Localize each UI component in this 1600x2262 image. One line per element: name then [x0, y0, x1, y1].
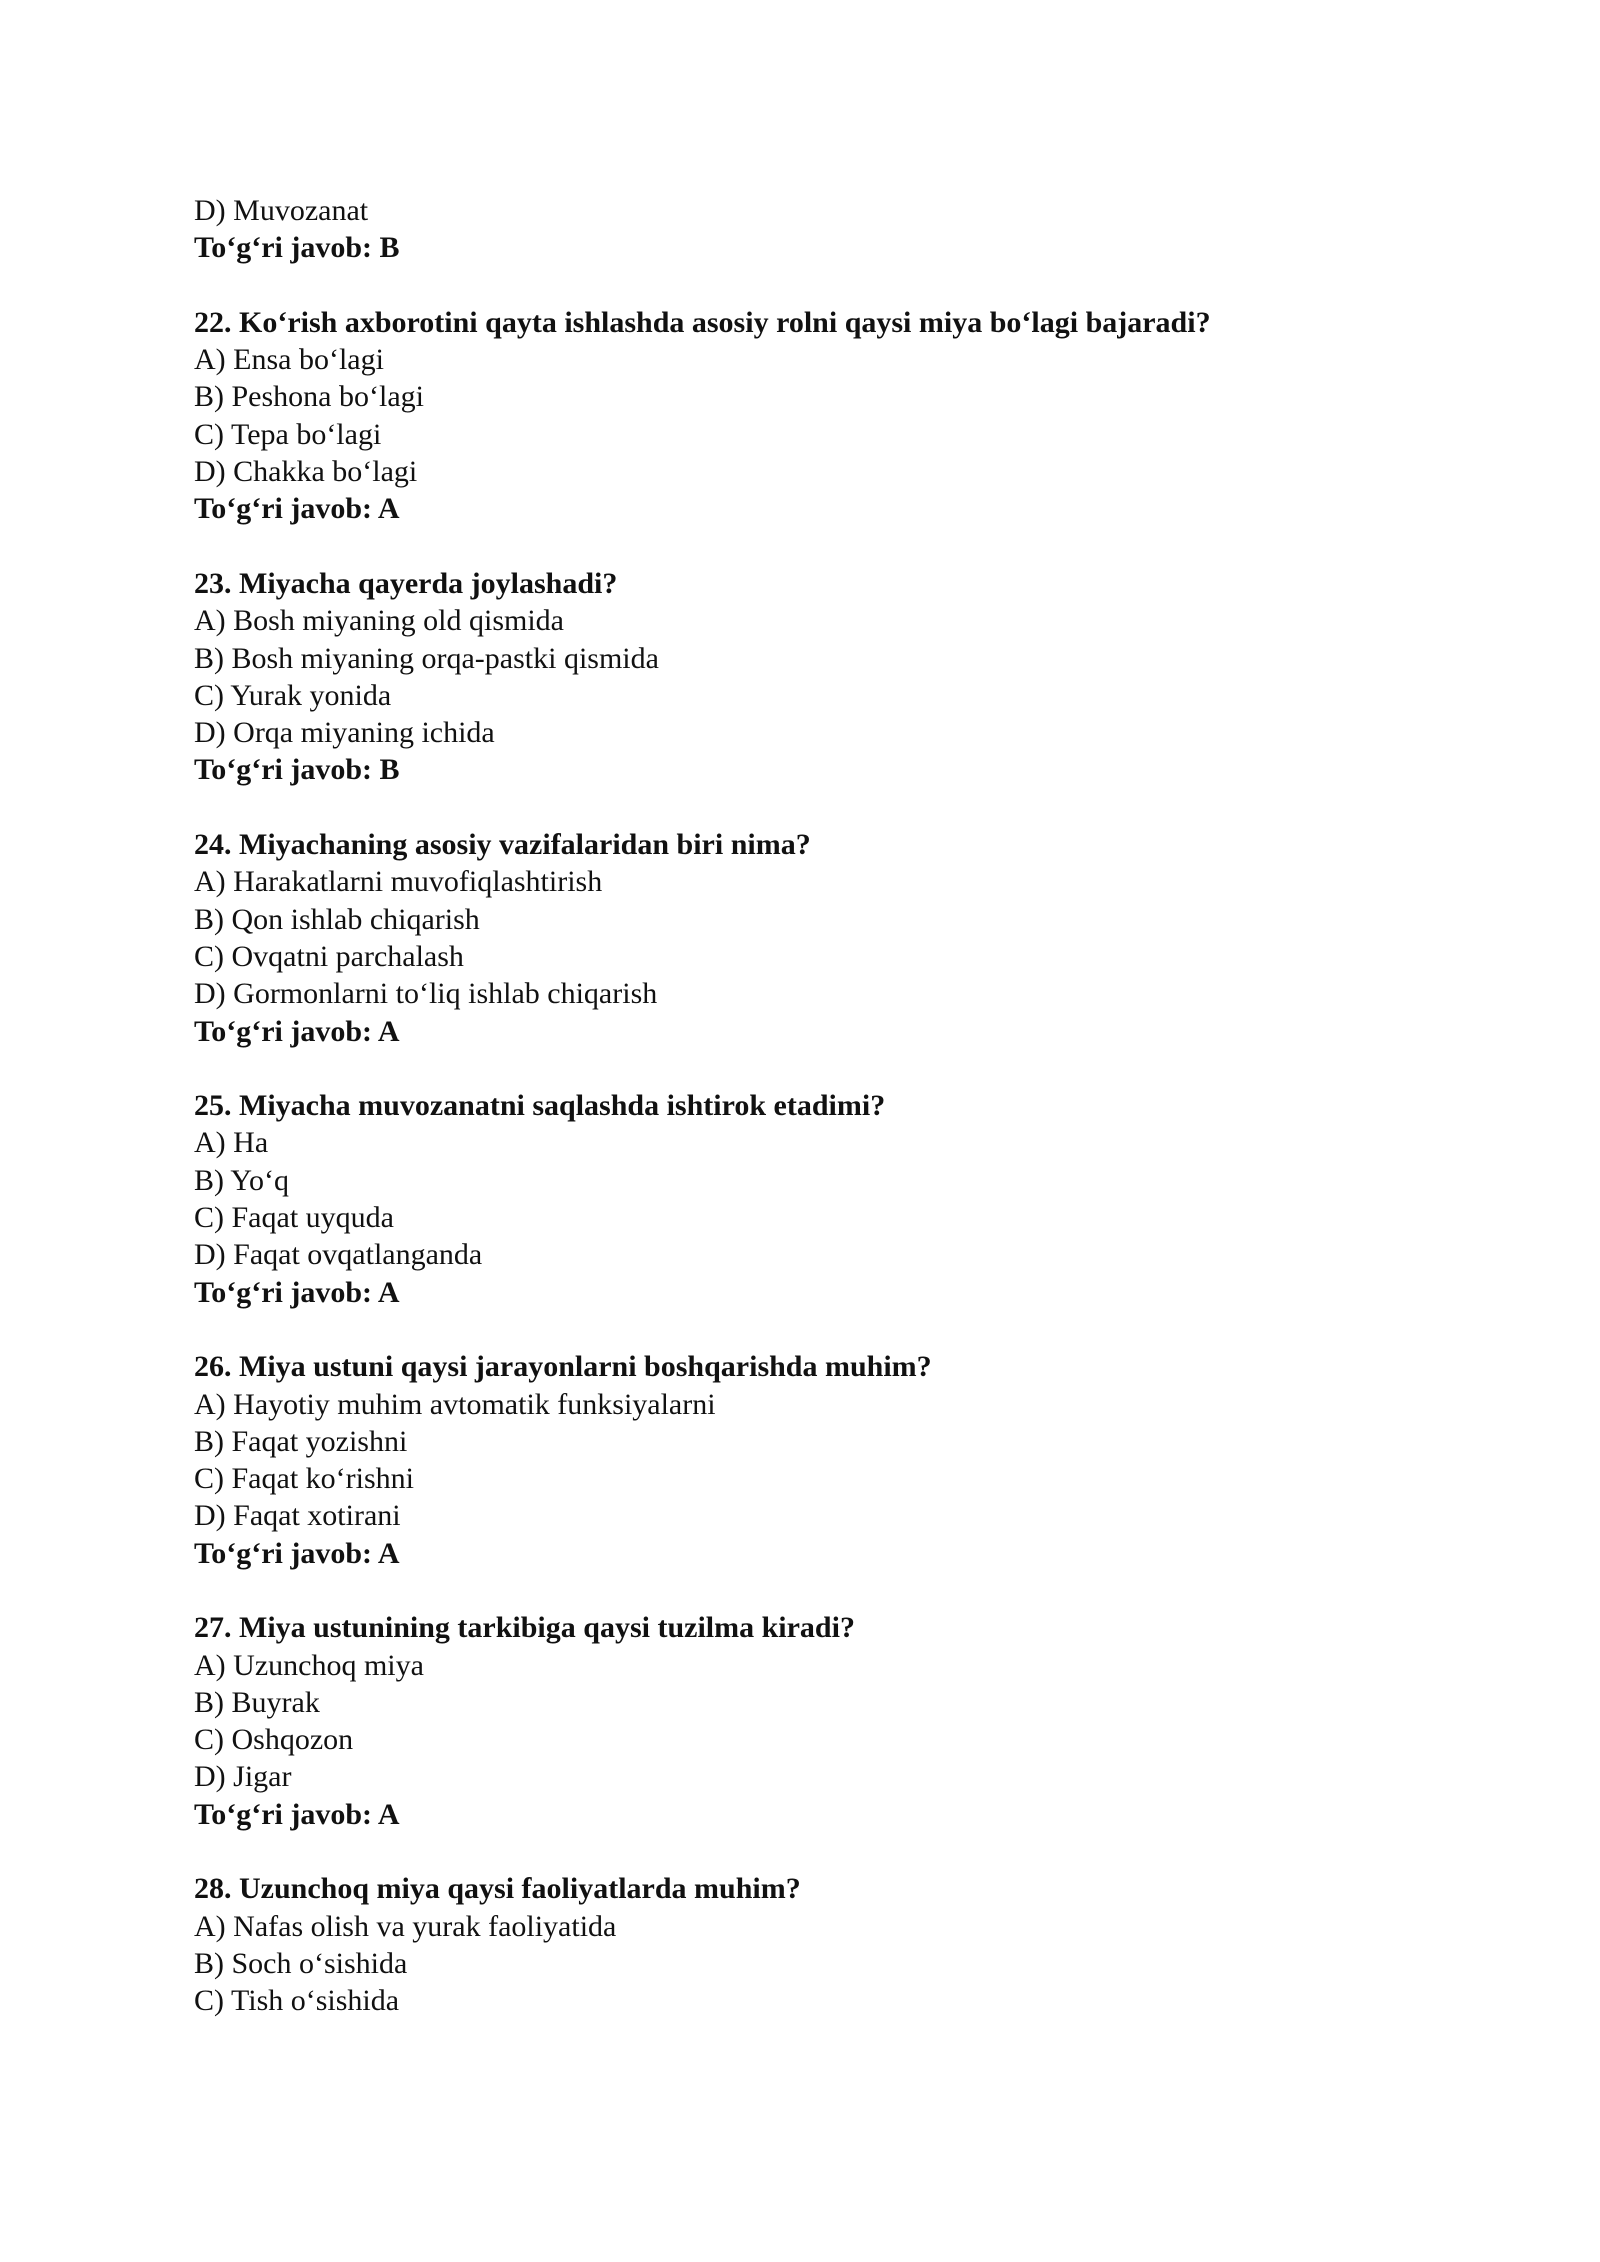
question-block-22	[194, 304, 1514, 528]
correct-answer: To‘g‘ri javob: A	[194, 1275, 400, 1309]
option-text: B) Soch o‘sishida	[194, 1946, 408, 1980]
option-text: B) Bosh miyaning orqa-pastki qismida	[194, 641, 659, 675]
correct-answer: To‘g‘ri javob: A	[194, 1797, 400, 1831]
question-block-23	[194, 565, 1514, 789]
option-text: B) Peshona bo‘lagi	[194, 380, 424, 414]
option-text: A) Nafas olish va yurak faoliyatida	[194, 1909, 617, 1943]
spacer	[194, 267, 1514, 304]
spacer	[194, 1050, 1514, 1087]
option-text: D) Muvozanat	[194, 194, 369, 227]
option-text: C) Ovqatni parchalash	[194, 939, 464, 973]
question-block-26	[194, 1348, 1514, 1572]
option-text: A) Uzunchoq miya	[194, 1648, 424, 1682]
spacer	[194, 789, 1514, 826]
option-text: D) Orqa miyaning ichida	[194, 716, 495, 750]
option-text: A) Ha	[194, 1126, 269, 1160]
option-text: C) Faqat ko‘rishni	[194, 1462, 414, 1496]
option-text: C) Tish o‘sishida	[194, 1984, 400, 2018]
spacer	[194, 1572, 1514, 1609]
option-text: A) Hayotiy muhim avtomatik funksiyalarni	[194, 1387, 716, 1421]
spacer	[194, 528, 1514, 565]
option-text: D) Chakka bo‘lagi	[194, 455, 418, 489]
option-text: A) Bosh miyaning old qismida	[194, 604, 564, 638]
question-text: 24. Miyachaning asosiy vazifalaridan biri nima?	[194, 828, 811, 862]
correct-answer: To‘g‘ri javob: B	[194, 231, 400, 265]
option-text: B) Buyrak	[194, 1685, 320, 1719]
spacer	[194, 1833, 1514, 1870]
question-text: 23. Miyacha qayerda joylashadi?	[194, 566, 618, 600]
option-text: D) Jigar	[194, 1760, 292, 1794]
option-text: C) Yurak yonida	[194, 678, 392, 712]
option-text: A) Harakatlarni muvofiqlashtirish	[194, 865, 603, 899]
correct-answer: To‘g‘ri javob: A	[194, 492, 400, 526]
question-text: 28. Uzunchoq miya qaysi faoliyatlarda muhim?	[194, 1872, 801, 1906]
option-text: D) Faqat xotirani	[194, 1499, 401, 1533]
question-block-24	[194, 826, 1514, 1050]
correct-answer: To‘g‘ri javob: A	[194, 1014, 400, 1048]
question-block-27	[194, 1609, 1514, 1833]
question-text: 27. Miya ustunining tarkibiga qaysi tuzilma kiradi?	[194, 1611, 855, 1645]
question-text: 25. Miyacha muvozanatni saqlashda ishtirok etadimi?	[194, 1089, 886, 1123]
quiz-content	[194, 192, 1514, 2020]
continuation-block	[194, 192, 1514, 267]
option-text: D) Gormonlarni to‘liq ishlab chiqarish	[194, 977, 658, 1011]
correct-answer: To‘g‘ri javob: B	[194, 753, 400, 787]
question-block-28	[194, 1870, 1514, 2019]
option-text: B) Faqat yozishni	[194, 1424, 408, 1458]
spacer	[194, 1311, 1514, 1348]
option-text: C) Tepa bo‘lagi	[194, 417, 382, 451]
question-text: 26. Miya ustuni qaysi jarayonlarni boshqarishda muhim?	[194, 1350, 932, 1384]
option-text: C) Oshqozon	[194, 1723, 354, 1757]
option-text: A) Ensa bo‘lagi	[194, 343, 384, 377]
question-text: 22. Ko‘rish axborotini qayta ishlashda asosiy rolni qaysi miya bo‘lagi bajaradi?	[194, 305, 1211, 339]
correct-answer: To‘g‘ri javob: A	[194, 1536, 400, 1570]
option-text: C) Faqat uyquda	[194, 1201, 394, 1235]
option-text: B) Qon ishlab chiqarish	[194, 902, 480, 936]
option-text: D) Faqat ovqatlanganda	[194, 1238, 483, 1272]
question-block-25	[194, 1087, 1514, 1311]
option-text: B) Yo‘q	[194, 1163, 290, 1197]
